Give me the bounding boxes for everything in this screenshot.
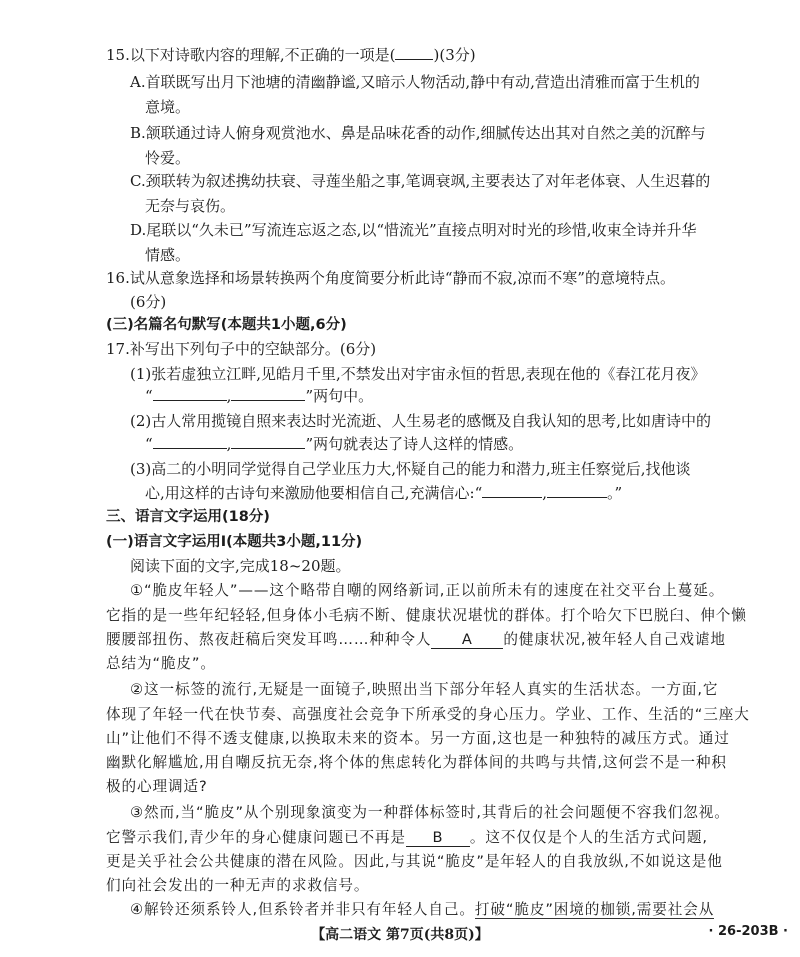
footer-page-info: 【高二语文 第7页(共8页)】 <box>311 927 489 943</box>
q15-option-b-line2: 怜爱。 <box>145 149 191 167</box>
paragraph-3-line4: 们向社会发出的一种无声的求救信号。 <box>106 877 370 894</box>
q17-part1-line2: “ , ”两句中。 <box>145 387 374 405</box>
reading-intro: 阅读下面的文字,完成18~20题。 <box>130 557 351 575</box>
q15-stem: 15.以下对诗歌内容的理解,不正确的一项是( )(3分) <box>106 46 476 64</box>
paragraph-1-line3: 腰腰部扭伤、熬夜赶稿后突发耳鸣……种种令人 A 的健康状况,被年轻人自己戏谑地 <box>106 631 726 648</box>
q17-part3-line1: (3)高二的小明同学觉得自己学业压力大,怀疑自己的能力和潜力,班主任察觉后,找他谈 <box>130 460 691 478</box>
q17-part2-blank1[interactable] <box>153 448 227 449</box>
footer-paper-code: · 26-203B · <box>708 924 788 939</box>
q16-line1: 16.试从意象选择和场景转换两个角度简要分析此诗“静而不寂,凉而不寒”的意境特点。 <box>106 269 675 287</box>
q15-option-a-line2: 意境。 <box>145 98 191 116</box>
q15-option-d-line1: D.尾联以“久未已”写流连忘返之态,以“惜流光”直接点明对时光的珍惜,收束全诗并升华 <box>130 221 697 239</box>
q15-option-c-line2: 无奈与哀伤。 <box>145 197 236 215</box>
blank-a[interactable]: A <box>431 631 503 649</box>
q17-part1-blank2[interactable] <box>231 400 305 401</box>
q17-part3-blank1[interactable] <box>482 497 542 498</box>
q17-part3-line2: 心,用这样的古诗句来激励他要相信自己,充满信心:“ , 。” <box>145 484 623 502</box>
paragraph-1-line4: 总结为“脆皮”。 <box>106 655 216 672</box>
paragraph-3-line2: 它警示我们,青少年的身心健康问题已不再是 B 。这不仅仅是个人的生活方式问题, <box>106 829 708 846</box>
paragraph-1-line2: 它指的是一些年纪轻轻,但身体小毛病不断、健康状况堪忧的群体。打个哈欠下巴脱臼、伸个懒 <box>106 607 747 624</box>
paragraph-2-line1: ②这一标签的流行,无疑是一面镜子,映照出当下部分年轻人真实的生活状态。一方面,它 <box>130 681 719 698</box>
paragraph-4-line1: ④解铃还须系铃人,但系铃者并非只有年轻人自己。打破“脆皮”困境的枷锁,需要社会从 <box>130 901 715 918</box>
blank-b[interactable]: B <box>406 829 470 847</box>
q17-part2-line2: “ , ”两句就表达了诗人这样的情感。 <box>145 435 524 453</box>
paragraph-2-line4: 幽默化解尴尬,用自嘲反抗无奈,将个体的焦虑转化为群体间的共鸣与共情,这何尝不是一种积 <box>106 754 727 771</box>
paragraph-2-line3: 山”让他们不得不透支健康,以换取未来的资本。另一方面,这也是一种独特的减压方式。通过 <box>106 730 730 747</box>
part-3-title: 三、语言文字运用(18分) <box>106 509 270 525</box>
section-3-title: (三)名篇名句默写(本题共1小题,6分) <box>106 317 347 333</box>
q15-option-d-line2: 情感。 <box>145 246 191 264</box>
paragraph-3-line3: 更是关乎社会公共健康的潜在风险。因此,与其说“脆皮”是年轻人的自我放纵,不如说这是他 <box>106 853 723 870</box>
underlined-sentence: 打破“脆皮”困境的枷锁,需要社会从 <box>474 901 715 918</box>
q17-part2-blank2[interactable] <box>231 448 305 449</box>
page-footer <box>0 924 800 944</box>
q15-answer-blank[interactable] <box>395 59 433 60</box>
paragraph-1-line1: ①“脆皮年轻人”——这个略带自嘲的网络新词,正以前所未有的速度在社交平台上蔓延。 <box>130 582 725 599</box>
q15-option-c-line1: C.颈联转为叙述携幼扶衰、寻莲坐船之事,笔调衰飒,主要表达了对年老体衰、人生迟暮的 <box>130 172 711 190</box>
q15-option-b-line1: B.颔联通过诗人俯身观赏池水、鼻是品味花香的动作,细腻传达出其对自然之美的沉醉与 <box>130 124 706 142</box>
q17-part1-blank1[interactable] <box>153 400 227 401</box>
paragraph-3-line1: ③然而,当“脆皮”从个别现象演变为一种群体标签时,其背后的社会问题便不容我们忽视。 <box>130 804 730 821</box>
q17-part3-blank2[interactable] <box>547 497 607 498</box>
q16-line2: (6分) <box>130 293 167 311</box>
q17-part2-line1: (2)古人常用揽镜自照来表达时光流逝、人生易老的感慨及自我认知的思考,比如唐诗中的 <box>130 412 712 430</box>
paragraph-2-line5: 极的心理调适? <box>106 778 208 795</box>
q17-stem: 17.补写出下列句子中的空缺部分。(6分) <box>106 340 377 358</box>
q17-part1-line1: (1)张若虚独立江畔,见皓月千里,不禁发出对宇宙永恒的哲思,表现在他的《春江花月夜》 <box>130 365 706 383</box>
subsection-1-title: (一)语言文字运用Ⅰ(本题共3小题,11分) <box>106 534 363 550</box>
paragraph-2-line2: 体现了年轻一代在快节奏、高强度社会竞争下所承受的身心压力。学业、工作、生活的“三座大 <box>106 706 750 723</box>
q15-option-a-line1: A.首联既写出月下池塘的清幽静谧,又暗示人物活动,静中有动,营造出清雅而富于生机的 <box>130 73 700 91</box>
